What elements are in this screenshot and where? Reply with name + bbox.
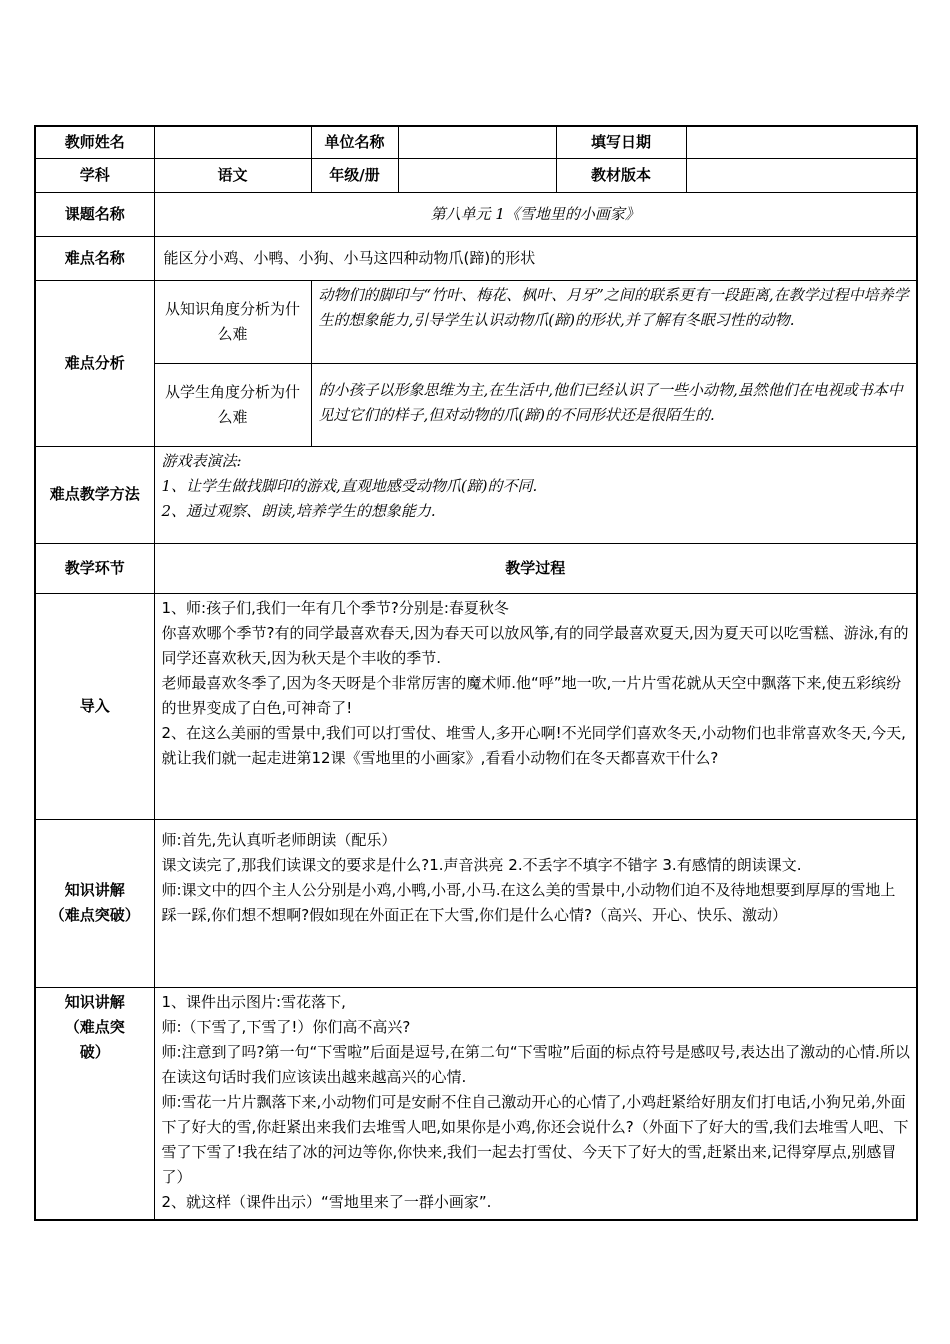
- intro-paragraph: 老师最喜欢冬季了,因为冬天呀是个非常厉害的魔术师.他“呼”地一吹,一片片雪花就从天空中飘落下来,使五彩缤纷的世界变成了白色,可神奇了!: [161, 673, 902, 717]
- knowledge1-paragraph: 课文读完了,那我们读课文的要求是什么?1.声音洪亮 2.不丢字不填字不错字 3.有感情的朗读课文.: [161, 855, 802, 874]
- student-angle-label: 从学生角度分析为什么难: [154, 363, 311, 446]
- header-row-2: [35, 158, 917, 192]
- knowledge2-paragraph: 2、就这样（课件出示）“雪地里来了一群小画家”.: [161, 1192, 492, 1211]
- knowledge-angle-label: 从知识角度分析为什么难: [154, 280, 311, 363]
- difficulty-row: [35, 236, 917, 280]
- intro-content: [154, 593, 917, 819]
- topic-value: 第八单元 1《雪地里的小画家》: [154, 192, 917, 236]
- analysis-label: 难点分析: [35, 280, 154, 446]
- method-line: 游戏表演法:: [161, 451, 242, 470]
- grade-value: [398, 158, 556, 192]
- difficulty-value: 能区分小鸡、小鸭、小狗、小马这四种动物爪(蹄)的形状: [154, 236, 917, 280]
- knowledge1-label-line: （难点突破）: [49, 906, 140, 924]
- knowledge2-label: [35, 987, 154, 1220]
- knowledge2-content: [154, 987, 917, 1220]
- knowledge1-paragraph: 师:首先,先认真听老师朗读（配乐）: [161, 830, 397, 849]
- process-header-row: [35, 543, 917, 593]
- method-line: 1、让学生做找脚印的游戏,直观地感受动物爪(蹄)的不同.: [161, 476, 538, 495]
- knowledge2-paragraph: 师:（下雪了,下雪了!）你们高不高兴?: [161, 1017, 411, 1036]
- knowledge1-label: [35, 819, 154, 987]
- teacher-name-label: 教师姓名: [35, 126, 154, 158]
- knowledge1-row: [35, 819, 917, 987]
- student-angle-text: 的小孩子以形象思维为主,在生活中,他们已经认识了一些小动物,虽然他们在电视或书本中见过它们的样子,但对动物的爪(蹄)的不同形状还是很陌生的.: [311, 363, 917, 446]
- knowledge1-content: [154, 819, 917, 987]
- teacher-name-value: [154, 126, 311, 158]
- subject-value: 语文: [154, 158, 311, 192]
- method-row: [35, 446, 917, 543]
- grade-label: 年级/册: [311, 158, 398, 192]
- intro-paragraph: 你喜欢哪个季节?有的同学最喜欢春天,因为春天可以放风筝,有的同学最喜欢夏天,因为夏天可以吃雪糕、游泳,有的同学还喜欢秋天,因为秋天是个丰收的季节.: [161, 623, 909, 667]
- knowledge1-paragraph: 师:课文中的四个主人公分别是小鸡,小鸭,小哥,小马.在这么美的雪景中,小动物们迫不及待地想要到厚厚的雪地上踩一踩,你们想不想啊?假如现在外面正在下大雪,你们是什么心情?（高兴、开心、快乐、激动）: [161, 880, 896, 924]
- knowledge-angle-text: 动物们的脚印与“竹叶、梅花、枫叶、月牙”之间的联系更有一段距离,在教学过程中培养学生的想象能力,引导学生认识动物爪(蹄)的形状,并了解有冬眠习性的动物.: [311, 280, 917, 363]
- subject-label: 学科: [35, 158, 154, 192]
- method-line: 2、通过观察、朗读,培养学生的想象能力.: [161, 501, 436, 520]
- header-row-1: [35, 126, 917, 158]
- topic-label: 课题名称: [35, 192, 154, 236]
- intro-paragraph: 2、在这么美丽的雪景中,我们可以打雪仗、堆雪人,多开心啊!不光同学们喜欢冬天,小动物们也非常喜欢冬天,今天,就让我们就一起走进第12课《雪地里的小画家》,看看小动物们在冬天都喜欢干什么?: [161, 723, 906, 767]
- intro-label: 导入: [35, 593, 154, 819]
- analysis-student-row: [35, 363, 917, 446]
- difficulty-label: 难点名称: [35, 236, 154, 280]
- fill-date-value: [686, 126, 917, 158]
- analysis-knowledge-row: [35, 280, 917, 363]
- knowledge2-label-line: 破）: [79, 1042, 110, 1061]
- intro-row: [35, 593, 917, 819]
- knowledge2-paragraph: 师:注意到了吗?第一句“下雪啦”后面是逗号,在第二句“下雪啦”后面的标点符号是感叹号,表达出了激动的心情.所以在读这句话时我们应该读出越来越高兴的心情.: [161, 1042, 910, 1086]
- textbook-value: [686, 158, 917, 192]
- knowledge2-label-line: 知识讲解: [64, 992, 125, 1011]
- unit-name-value: [398, 126, 556, 158]
- knowledge1-label-line: 知识讲解: [64, 881, 125, 899]
- stage-header-label: 教学环节: [35, 543, 154, 593]
- topic-row: [35, 192, 917, 236]
- process-header-label: 教学过程: [154, 543, 917, 593]
- textbook-label: 教材版本: [556, 158, 686, 192]
- fill-date-label: 填写日期: [556, 126, 686, 158]
- lesson-plan-table: [34, 125, 918, 1221]
- knowledge2-paragraph: 1、课件出示图片:雪花落下,: [161, 992, 346, 1011]
- knowledge2-paragraph: 师:雪花一片片飘落下来,小动物们可是安耐不住自己激动开心的心情了,小鸡赶紧给好朋友们打电话,小狗兄弟,外面下了好大的雪,你赶紧出来我们去堆雪人吧,如果你是小鸡,你还会说什么?（外面下了好大的雪,我们去堆雪人吧、下雪了下雪了!我在结了冰的河边等你,你快来,我们一起去打雪仗、今天下了好大的雪,赶紧出来,记得穿厚点,别感冒了）: [161, 1092, 909, 1186]
- intro-paragraph: 1、师:孩子们,我们一年有几个季节?分别是:春夏秋冬: [161, 598, 509, 617]
- knowledge2-label-line: （难点突: [64, 1017, 125, 1036]
- unit-name-label: 单位名称: [311, 126, 398, 158]
- method-content: [154, 446, 917, 543]
- method-label: 难点教学方法: [35, 446, 154, 543]
- knowledge2-row: [35, 987, 917, 1220]
